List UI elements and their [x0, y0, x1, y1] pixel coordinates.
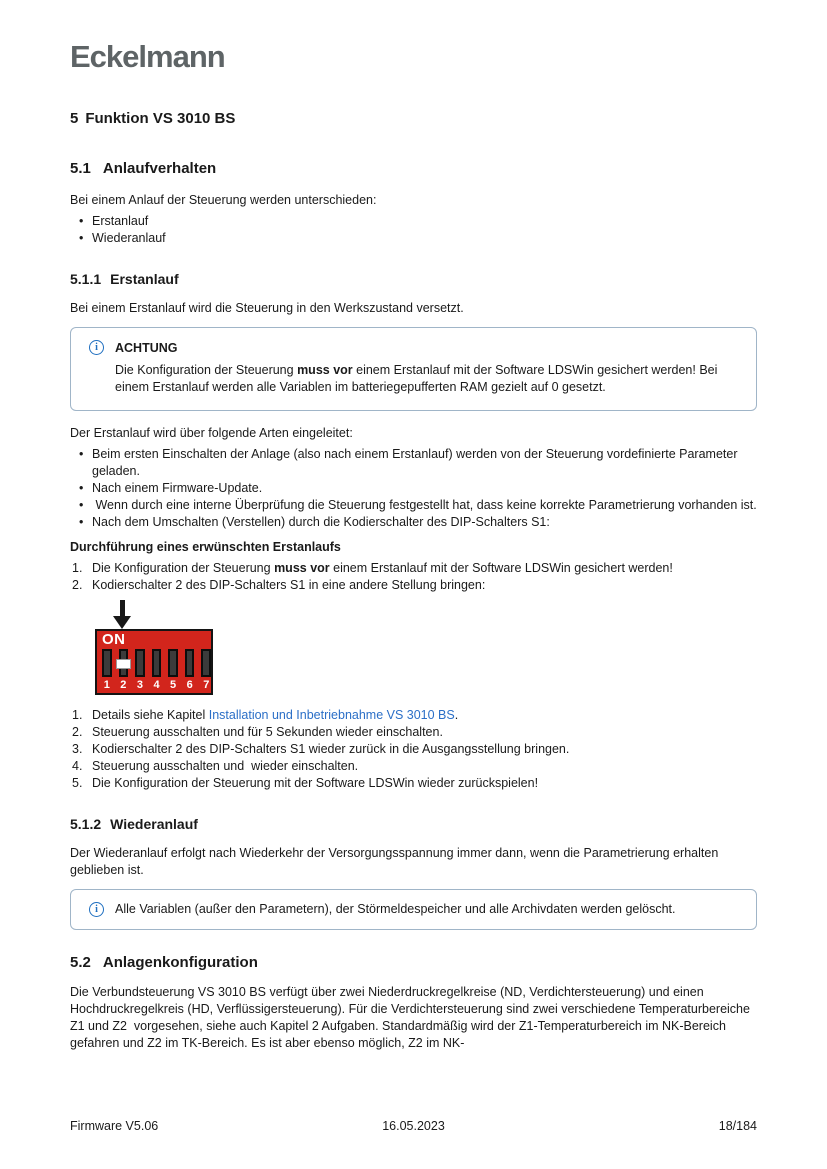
- paragraph: Der Wiederanlauf erfolgt nach Wiederkehr der Versorgungsspannung immer dann, wenn die Parametrierung erhalten geblieben ist.: [70, 846, 722, 877]
- procedure-title: Durchführung eines erwünschten Erstanlaufs: [70, 540, 341, 554]
- list-item: Steuerung ausschalten und für 5 Sekunden wieder einschalten.: [92, 725, 443, 739]
- text-run: Details siehe Kapitel: [92, 708, 209, 722]
- dip-slot-5: [168, 649, 178, 677]
- anlauf-types-list: [70, 213, 757, 247]
- dip-on-label: ON: [102, 631, 126, 648]
- paragraph: Bei einem Anlauf der Steuerung werden unterschieden:: [70, 193, 377, 207]
- chapter-heading: [70, 110, 757, 128]
- attention-text: [115, 362, 740, 396]
- chapter-number: 5: [70, 110, 79, 127]
- list-item: Kodierschalter 2 des DIP-Schalters S1 in eine andere Stellung bringen:: [92, 578, 486, 592]
- paragraph: Der Erstanlauf wird über folgende Arten eingeleitet:: [70, 426, 353, 440]
- dip-slot-4: [152, 649, 162, 677]
- dip-number: 1: [103, 679, 110, 691]
- list-item: Steuerung ausschalten und wieder einschalten.: [92, 759, 359, 773]
- dip-slot-7: [201, 649, 211, 677]
- info-icon: i: [89, 902, 104, 917]
- dip-number: 6: [186, 679, 193, 691]
- dip-switch-numbers: [102, 679, 211, 691]
- section-title: Wiederanlauf: [110, 816, 198, 832]
- dip-slot-2: [119, 649, 129, 677]
- list-item: Die Konfiguration der Steuerung mit der Software LDSWin wieder zurückspielen!: [92, 776, 539, 790]
- down-arrow-icon: [113, 600, 132, 629]
- text-run: Die Konfiguration der Steuerung: [115, 363, 298, 377]
- list-item: • Nach einem Firmware-Update.: [70, 480, 757, 497]
- list-item: • Wiederanlauf: [70, 230, 757, 247]
- arrow-head: [113, 616, 131, 629]
- paragraph: Bei einem Erstanlauf wird die Steuerung in den Werkszustand versetzt.: [70, 301, 464, 315]
- text-run-bold: muss vor: [274, 561, 330, 575]
- list-item: • Wenn durch eine interne Überprüfung die Steuerung festgestellt hat, dass keine korrekte Parametrierung vorhanden ist.: [70, 497, 757, 514]
- list-item: Kodierschalter 2 des DIP-Schalters S1 wieder zurück in die Ausgangsstellung bringen.: [92, 742, 570, 756]
- text-run: einem Erstanlauf mit der Software LDSWin gesichert werden! Bei einem Erstanlauf werden alle Variablen im batteriegepufferten RAM gezielt auf 0 gesetzt.: [115, 363, 721, 394]
- section-title: Anlagenkonfiguration: [102, 954, 258, 971]
- section-number: 5.1.2: [70, 816, 102, 832]
- paragraph: Die Verbundsteuerung VS 3010 BS verfügt über zwei Niederdruckregelkreise (ND, Verdichtersteuerung) und einen Hochdruckregelkreis (HD, Verflüssigersteuerung). Für die Verdichtersteuerung sind zwei verschiedene Temperaturbereiche Z1 und Z2 vorgesehen, siehe auch Kapitel 2 Aufgaben. Standardmäßig wird der Z1-Temperaturbereich im NK-Bereich gefahren und Z2 im TK-Bereich. Es ist aber ebenso möglich, Z2 im NK-: [70, 985, 754, 1050]
- section-heading-5-1: [70, 160, 757, 178]
- dip-number: 3: [136, 679, 143, 691]
- chapter-link[interactable]: Installation und Inbetriebnahme VS 3010 BS: [208, 708, 455, 722]
- section-number: 5.1: [70, 160, 91, 177]
- section-title: Erstanlauf: [110, 271, 179, 287]
- text-run: einem Erstanlauf mit der Software LDSWin gesichert werden!: [329, 561, 673, 575]
- dip-switch-slots: [102, 649, 211, 677]
- page-footer: [70, 1119, 757, 1139]
- chapter-title: Funktion VS 3010 BS: [85, 110, 236, 127]
- info-icon: i: [89, 340, 104, 355]
- dip-slot-1: [102, 649, 112, 677]
- footer-page-number: 18/184: [718, 1119, 757, 1133]
- section-number: 5.1.1: [70, 271, 102, 287]
- dip-switch-handle: [116, 659, 131, 669]
- dip-slot-3: [135, 649, 145, 677]
- dip-number: 7: [203, 679, 210, 691]
- section-heading-5-1-2: [70, 816, 757, 833]
- attention-box: [70, 327, 757, 411]
- list-item: [70, 560, 757, 577]
- section-heading-5-1-1: [70, 271, 757, 288]
- dip-number: 2: [120, 679, 127, 691]
- list-item: • Erstanlauf: [70, 213, 757, 230]
- erstanlauf-triggers-list: [70, 446, 757, 531]
- footer-date: 16.05.2023: [382, 1119, 445, 1133]
- dip-number: 4: [153, 679, 160, 691]
- dip-number: 5: [170, 679, 177, 691]
- followup-steps-list: [70, 707, 757, 792]
- procedure-steps-list: [70, 560, 757, 594]
- section-title: Anlaufverhalten: [102, 160, 217, 177]
- list-item: • Beim ersten Einschalten der Anlage (also nach einem Erstanlauf) werden von der Steuerung vordefinierte Parameter geladen.: [70, 446, 757, 480]
- list-item: [70, 707, 757, 724]
- eckelmann-logo: Eckelmann: [70, 39, 225, 74]
- info-text: Alle Variablen (außer den Parametern), der Störmeldespeicher und alle Archivdaten werden gelöscht.: [115, 902, 676, 916]
- arrow-stem: [120, 600, 125, 616]
- text-run: Die Konfiguration der Steuerung: [92, 561, 275, 575]
- text-run: .: [454, 708, 459, 722]
- info-box: [70, 889, 757, 930]
- dip-switch-s1: [95, 629, 213, 695]
- attention-header: [89, 340, 740, 355]
- footer-firmware-version: Firmware V5.06: [70, 1119, 159, 1133]
- section-number: 5.2: [70, 954, 91, 971]
- dip-slot-6: [185, 649, 195, 677]
- list-item: • Nach dem Umschalten (Verstellen) durch die Kodierschalter des DIP-Schalters S1:: [70, 514, 757, 531]
- section-heading-5-2: [70, 954, 757, 972]
- text-run-bold: muss vor: [297, 363, 353, 377]
- attention-title: ACHTUNG: [115, 340, 178, 355]
